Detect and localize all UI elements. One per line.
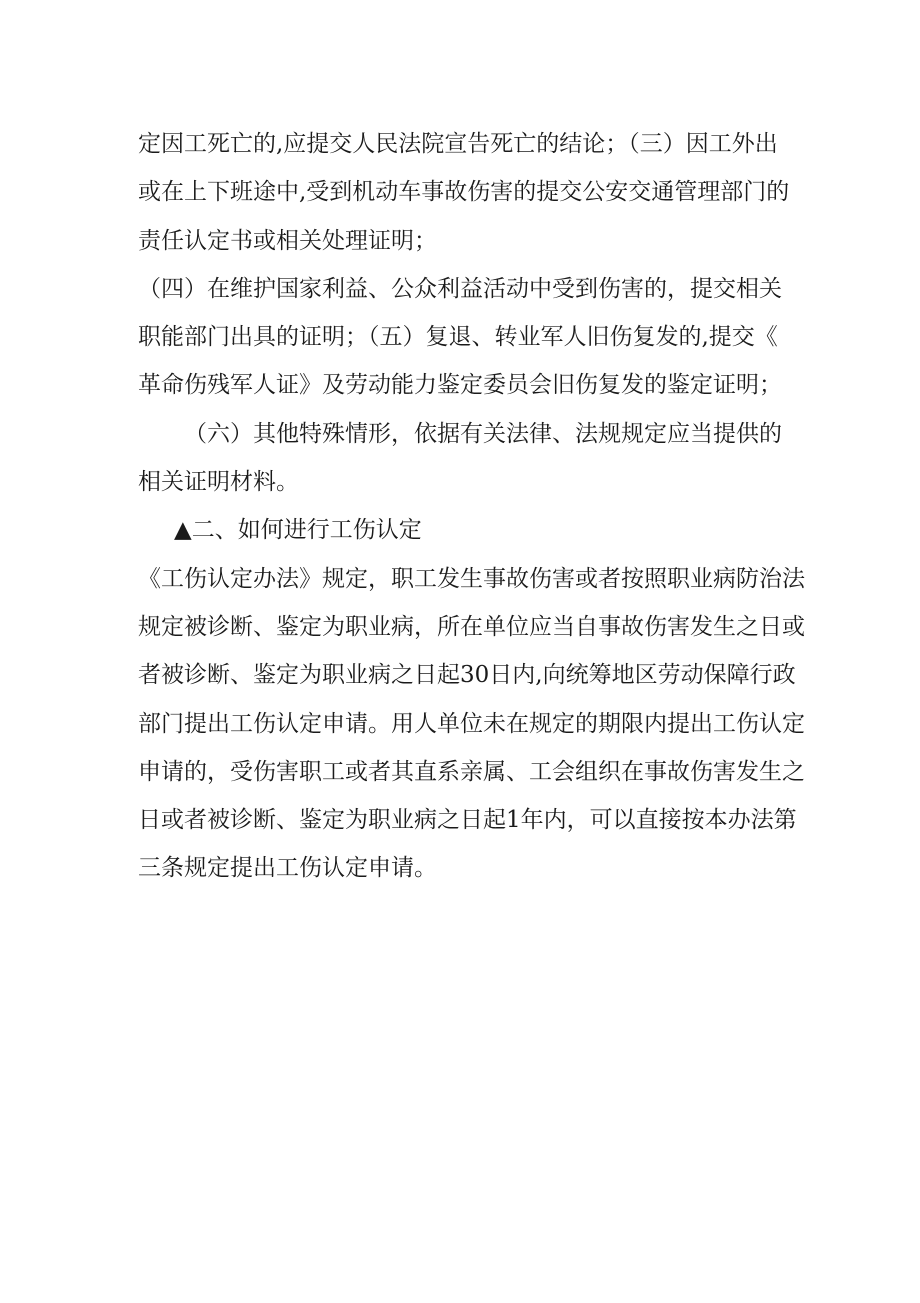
text-line: 相关证明材料。: [138, 469, 299, 496]
text-line: 《工伤认定办法》规定，职工发生事故伤害或者按照职业病防治法: [138, 565, 805, 592]
text-line: （四）在维护国家利益、公众利益活动中受到伤害的，提交相关: [138, 275, 782, 302]
section-heading: ▲二、如何进行工伤认定: [174, 517, 422, 544]
text-line: 或在上下班途中,受到机动车事故伤害的提交公安交通管理部门的: [138, 179, 790, 206]
text-line: 三条规定提出工伤认定申请。: [138, 855, 437, 882]
text-line: 申请的，受伤害职工或者其直系亲属、工会组织在事故伤害发生之: [138, 758, 805, 785]
text-line: 革命伤残军人证》及劳动能力鉴定委员会旧伤复发的鉴定证明；: [138, 372, 782, 399]
text-line: 者被诊断、鉴定为职业病之日起30日内,向统筹地区劳动保障行政: [138, 662, 796, 689]
text-line: 部门提出工伤认定申请。用人单位未在规定的期限内提出工伤认定: [138, 710, 805, 737]
text-line: 职能部门出具的证明；（五）复退、转业军人旧伤复发的,提交《: [138, 324, 778, 351]
text-line: （六）其他特殊情形，依据有关法律、法规规定应当提供的: [184, 420, 782, 447]
document-body: [138, 120, 805, 893]
text-line: 日或者被诊断、鉴定为职业病之日起1年内，可以直接按本办法第: [138, 807, 797, 834]
text-line: 规定被诊断、鉴定为职业病，所在单位应当自事故伤害发生之日或: [138, 613, 805, 640]
text-line: 责任认定书或相关处理证明；: [138, 227, 437, 254]
text-line: 定因工死亡的,应提交人民法院宣告死亡的结论；（三）因工外出: [138, 131, 778, 157]
